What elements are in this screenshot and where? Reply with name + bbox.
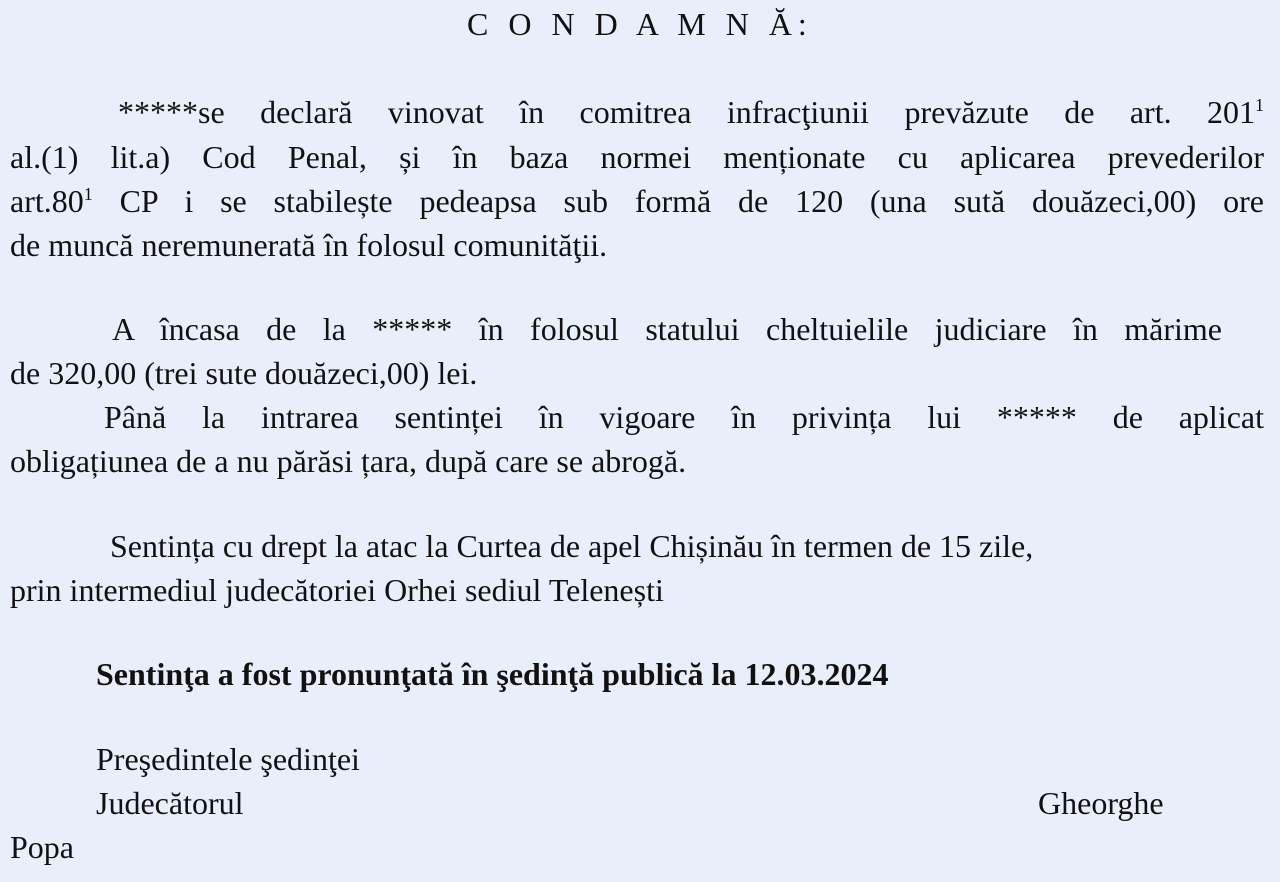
paragraph-4-line-1: Sentința cu drept la atac la Curtea de apel Chișinău în termen de 15 zile, — [110, 528, 1034, 564]
paragraph-3-line-1: Până la intrarea sentinței în vigoare în privința lui ***** de aplicat — [104, 399, 1264, 435]
paragraph-1-line-1 — [118, 96, 1264, 128]
paragraph-2-line-1: A încasa de la ***** în folosul statului cheltuielile judiciare în mărime — [112, 311, 1222, 347]
judge-last-name: Popa — [10, 829, 74, 865]
judge-first-name: Gheorghe — [1038, 785, 1164, 821]
pronouncement-statement: Sentinţa a fost pronunţată în şedinţă publică la 12.03.2024 — [96, 656, 889, 692]
document-title: C O N D A M N Ă: — [467, 6, 813, 42]
paragraph-4-line-2: prin intermediul judecătoriei Orhei sediul Telenești — [10, 572, 664, 608]
paragraph-1-line-4: de muncă neremunerată în folosul comunităţii. — [10, 227, 608, 263]
text-run: art.80 — [10, 183, 84, 219]
superscript: 1 — [83, 184, 93, 204]
superscript: 1 — [1255, 95, 1264, 115]
paragraph-1-line-2: al.(1) lit.a) Cod Penal, și în baza normei menționate cu aplicarea prevederilor — [10, 139, 1264, 175]
paragraph-3-line-2: obligațiunea de a nu părăsi țara, după care se abrogă. — [10, 443, 687, 479]
paragraph-2-line-2: de 320,00 (trei sute douăzeci,00) lei. — [10, 355, 478, 391]
signature-role-judge: Judecătorul — [96, 785, 244, 821]
paragraph-1-line-3 — [10, 185, 1264, 217]
text-run: *****se declară vinovat în comitrea infracţiunii prevăzute de art. 201 — [118, 94, 1255, 130]
signature-role-president: Preşedintele şedinţei — [96, 741, 360, 777]
text-run: CP i se stabilește pedeapsa sub formă de 120 (una sută douăzeci,00) ore — [92, 183, 1264, 219]
